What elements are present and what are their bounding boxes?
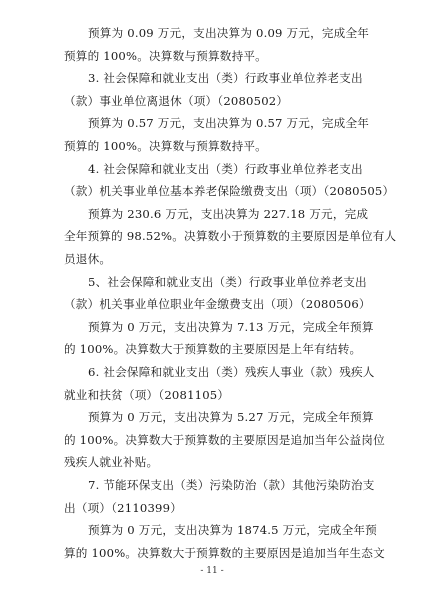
text-line: 全年预算的 98.52%。决算数小于预算数的主要原因是单位有人 bbox=[64, 229, 397, 244]
section-heading: （款）事业单位离退休（项）（2080502） bbox=[64, 93, 289, 108]
section-heading: 出（项）（2110399） bbox=[64, 500, 182, 515]
text-line: 残疾人就业补贴。 bbox=[64, 455, 159, 470]
text-line: 预算为 0.57 万元，支出决算为 0.57 万元，完成全年 bbox=[88, 116, 370, 131]
text-line: 预算为 0.09 万元，支出决算为 0.09 万元，完成全年 bbox=[88, 26, 370, 40]
text-line: 预算的 100%。决算数与预算数持平。 bbox=[64, 48, 267, 63]
section-heading: 5、社会保障和就业支出（类）行政事业单位养老支出 bbox=[88, 274, 367, 289]
section-heading: 7. 节能环保支出（类）污染防治（款）其他污染防治支 bbox=[88, 478, 375, 492]
section-heading: （款）机关事业单位职业年金缴费支出（项）（2080506） bbox=[64, 297, 371, 312]
text-line: 预算为 0 万元，支出决算为 7.13 万元，完成全年预算 bbox=[88, 319, 374, 334]
text-line: 的 100%。决算数大于预算数的主要原因是追加当年公益岗位 bbox=[64, 432, 385, 447]
section-heading: 6. 社会保障和就业支出（类）残疾人事业（款）残疾人 bbox=[88, 365, 375, 379]
section-heading: 3. 社会保障和就业支出（类）行政事业单位养老支出 bbox=[88, 71, 363, 86]
section-heading: 4. 社会保障和就业支出（类）行政事业单位养老支出 bbox=[88, 161, 363, 176]
section-heading: （款）机关事业单位基本养老保险缴费支出（项）（2080505） bbox=[64, 184, 395, 199]
text-line: 的 100%。决算数大于预算数的主要原因是上年有结转。 bbox=[64, 342, 362, 357]
text-line: 预算的 100%。决算数与预算数持平。 bbox=[64, 139, 267, 153]
text-line: 算的 100%。决算数大于预算数的主要原因是追加当年生态文 bbox=[64, 545, 385, 560]
text-line: 预算为 0 万元，支出决算为 5.27 万元，完成全年预算 bbox=[88, 410, 374, 425]
page-number: - 11 - bbox=[200, 566, 224, 576]
text-line: 预算为 230.6 万元，支出决算为 227.18 万元，完成 bbox=[88, 206, 369, 221]
section-heading: 就业和扶贫（项）（2081105） bbox=[64, 387, 230, 402]
text-line: 员退休。 bbox=[64, 252, 112, 266]
text-line: 预算为 0 万元，支出决算为 1874.5 万元，完成全年预 bbox=[88, 523, 377, 538]
